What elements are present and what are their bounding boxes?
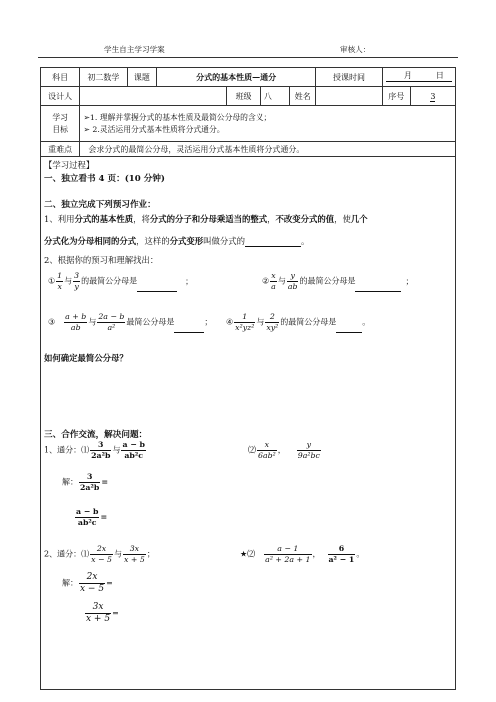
keypoint-label: 重难点 bbox=[41, 142, 80, 157]
serial-value: 3 bbox=[410, 87, 455, 106]
topic-value: 分式的基本性质—通分 bbox=[157, 68, 316, 87]
problem-1-part-1: 1、通分：⑴ $\frac{3}{\text{2a²b}}$ 与 $\frac{a - b}{\text{ab²c}}$ bbox=[44, 440, 145, 460]
solution-1-line-2: $\frac{a - b}{\text{ab²c}}$ = bbox=[76, 507, 108, 527]
class-label: 班级 bbox=[227, 87, 261, 106]
question-2-item-2: ② $\frac{x}{a}$ 与 $\frac{y}{ab}$ 的最简公分母是 ； bbox=[262, 271, 414, 291]
how-to-question: 如何确定最简公分母？ bbox=[44, 353, 128, 363]
section-2-heading: 二、独立完成下列预习作业： bbox=[44, 200, 156, 210]
question-2-item-4: ④ $\frac{1}{\text{x²yz²}}$ 与 $\frac{2}{\text{xy²}}$ 的最简公分母是 。 bbox=[226, 312, 371, 332]
goal-item-2: ➢ 2.灵活运用分式基本性质将分式通分。 bbox=[83, 124, 225, 134]
goal-label: 学习 目标 bbox=[41, 106, 80, 142]
goals bbox=[80, 106, 456, 142]
section-3-heading: 三、合作交流，解决问题： bbox=[44, 430, 148, 440]
answer-blank[interactable] bbox=[137, 277, 177, 292]
reviewer-label: 审核人： bbox=[340, 45, 371, 54]
definition-line-1: 1、利用分式的基本性质，将分式的分子和分母乘适当的整式，不改变分式的值，使几个 bbox=[44, 214, 368, 224]
answer-blank[interactable] bbox=[245, 237, 301, 247]
designer-label: 设计人 bbox=[41, 87, 80, 106]
name-label: 姓名 bbox=[290, 87, 316, 106]
fraction: $\frac{2x}{x - 5}$ bbox=[91, 544, 112, 564]
header-divider bbox=[38, 57, 458, 58]
section-1-heading: 一、独立看书 4 页：(10 分钟) bbox=[44, 174, 165, 184]
serial-label: 序号 bbox=[382, 87, 410, 106]
fraction: $\frac{3}{\text{2a²b}}$ bbox=[80, 472, 100, 492]
fraction: $\frac{1}{x}$ bbox=[57, 271, 63, 291]
answer-blank[interactable] bbox=[336, 318, 362, 333]
fraction: $\frac{2x}{x - 5}$ bbox=[80, 572, 105, 594]
problem-2-part-2: ★⑵ $\frac{a - 1}{\text{a² + 2a + 1}}$ ， $\frac{6}{\text{a² − 1}}$ 。 bbox=[240, 544, 365, 564]
fraction: $\frac{y}{ab}$ bbox=[287, 271, 298, 291]
time-label: 授课时间 bbox=[316, 68, 383, 87]
worksheet-frame bbox=[40, 67, 456, 690]
fraction: $\frac{1}{\text{x²yz²}}$ bbox=[235, 312, 255, 332]
definition-line-2: 分式化为分母相同的分式，这样的分式变形叫做分式的 。 bbox=[44, 236, 310, 246]
answer-blank[interactable] bbox=[174, 318, 204, 333]
info-table bbox=[40, 67, 456, 157]
solution-2-line-2: $\frac{3x}{x + 5}$ = bbox=[86, 602, 119, 624]
fraction: $\frac{3}{y}$ bbox=[74, 271, 80, 291]
question-2-item-1: ① $\frac{1}{x}$ 与 $\frac{3}{y}$ 的最简公分母是 ； bbox=[48, 271, 194, 291]
fraction: $\frac{3x}{x + 5}$ bbox=[86, 602, 111, 624]
name-value bbox=[316, 87, 383, 106]
fraction: $\frac{2a - b}{\text{a²}}$ bbox=[98, 312, 125, 332]
topic-label: 课题 bbox=[127, 68, 157, 87]
fraction: $\frac{a - 1}{\text{a² + 2a + 1}}$ bbox=[265, 544, 311, 564]
fraction: $\frac{a + b}{ab}$ bbox=[65, 312, 87, 332]
problem-1-part-2: ⑵ $\frac{x}{\text{6ab²}}$ ， $\frac{y}{\text{9a²bc}}$ bbox=[248, 440, 320, 460]
fraction: $\frac{2}{\text{xy²}}$ bbox=[266, 312, 279, 332]
subject-label: 科目 bbox=[41, 68, 80, 87]
answer-blank[interactable] bbox=[355, 277, 401, 292]
worksheet-header-title: 学生自主学习学案 bbox=[104, 45, 165, 54]
time-value bbox=[382, 68, 455, 87]
class-value: 八 bbox=[260, 87, 290, 106]
day-label: 日 bbox=[435, 70, 444, 80]
fraction: $\frac{x}{a}$ bbox=[271, 271, 276, 291]
fraction: $\frac{3x}{x + 5}$ bbox=[123, 544, 145, 564]
designer-value bbox=[80, 87, 227, 106]
fraction: $\frac{x}{\text{6ab²}}$ bbox=[258, 440, 276, 460]
process-title: 【学习过程】 bbox=[44, 160, 95, 170]
fraction: $\frac{y}{\text{9a²bc}}$ bbox=[297, 440, 320, 460]
question-2-item-3: ③ $\frac{a + b}{ab}$ 与 $\frac{2a - b}{\text{a²}}$ 最简公分母是 ； bbox=[48, 312, 213, 332]
fraction: $\frac{a - b}{\text{ab²c}}$ bbox=[122, 440, 145, 460]
month-label: 月 bbox=[403, 70, 412, 80]
fraction: $\frac{6}{\text{a² − 1}}$ bbox=[328, 544, 355, 564]
arrow-bullet-icon: ➢ bbox=[83, 124, 93, 134]
fraction: $\frac{a - b}{\text{ab²c}}$ bbox=[76, 507, 99, 527]
question-2-prompt: 2、根据你的预习和理解找出： bbox=[44, 255, 159, 265]
problem-2-part-1: 2、通分：⑴ $\frac{2x}{x - 5}$ 与 $\frac{3x}{x + 5}$ ； bbox=[44, 544, 155, 564]
solution-2-line-1: 解： $\frac{2x}{x - 5}$ = bbox=[62, 572, 113, 594]
keypoint-value: 会求分式的最简公分母，灵活运用分式基本性质将分式通分。 bbox=[80, 142, 456, 157]
fraction: $\frac{3}{\text{2a²b}}$ bbox=[91, 440, 111, 460]
arrow-bullet-icon: ➢ bbox=[83, 112, 90, 122]
subject-value: 初二数学 bbox=[80, 68, 127, 87]
goal-item-1: ➢1. 理解并掌握分式的基本性质及最简公分母的含义； bbox=[83, 112, 272, 122]
solution-1-line-1: 解： $\frac{3}{\text{2a²b}}$ = bbox=[62, 472, 109, 492]
